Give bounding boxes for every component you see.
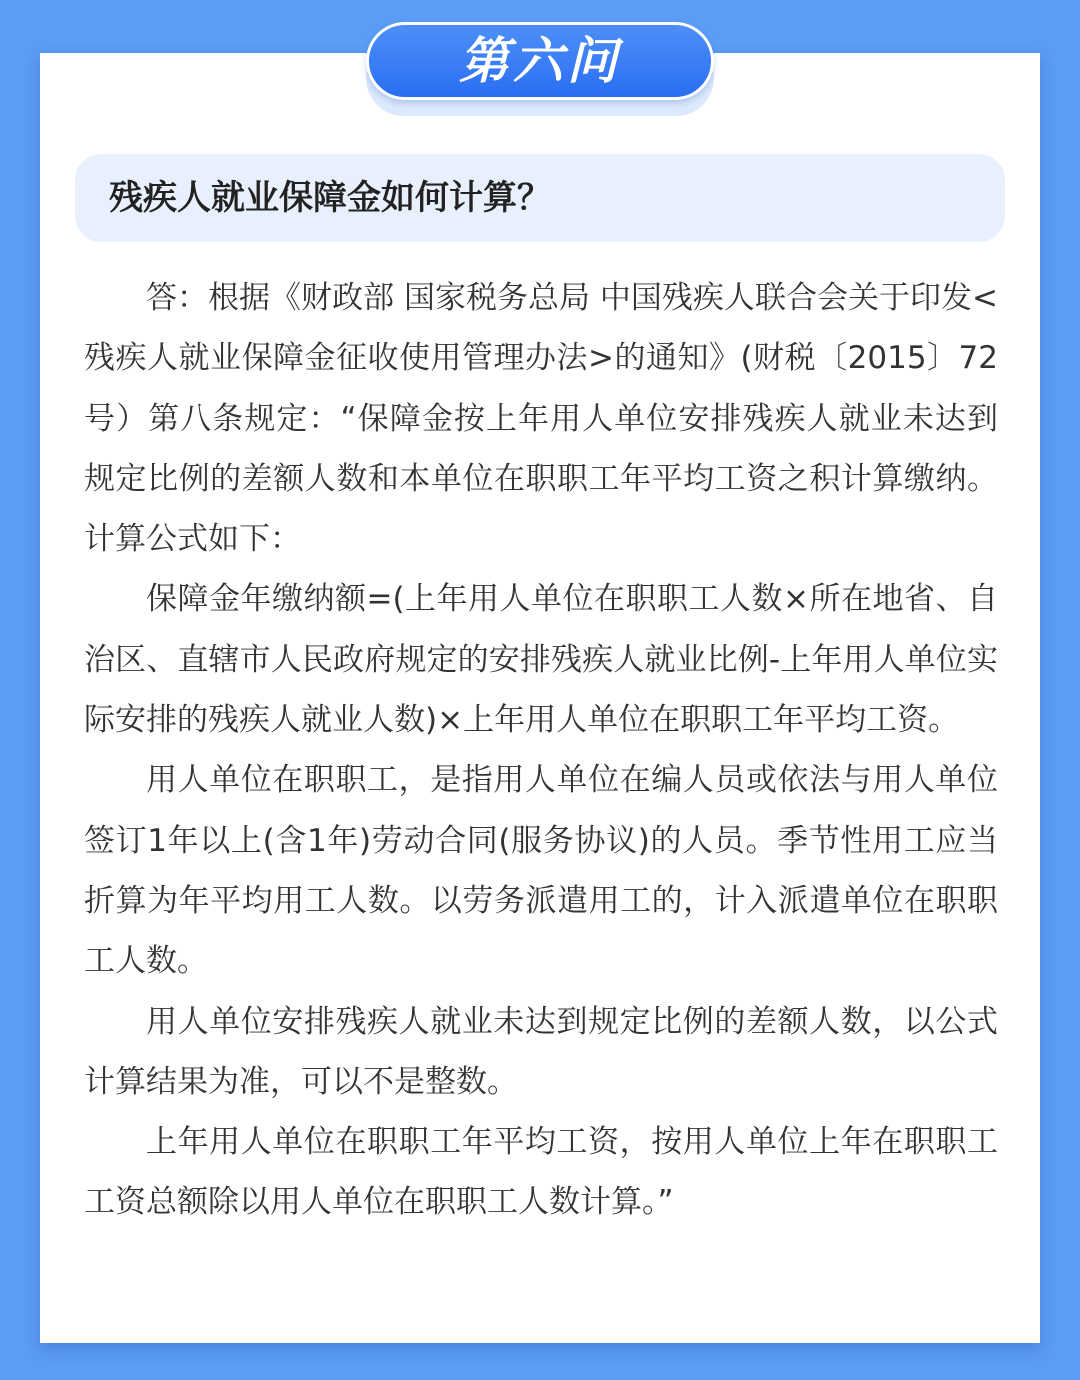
title-badge: 第六问 bbox=[366, 22, 714, 100]
answer-paragraph: 用人单位在职职工，是指用人单位在编人员或依法与用人单位签订1年以上(含1年)劳动合同(服务协议)的人员。季节性用工应当折算为年平均用工人数。以劳务派遣用工的，计入派遣单位在职职工人数。 bbox=[84, 762, 998, 980]
answer-paragraph: 用人单位安排残疾人就业未达到规定比例的差额人数，以公式计算结果为准，可以不是整数。 bbox=[84, 1003, 998, 1100]
answer-body bbox=[84, 268, 998, 1233]
answer-paragraph: 答：根据《财政部 国家税务总局 中国残疾人联合会关于印发<残疾人就业保障金征收使用管理办法>的通知》(财税〔2015〕72号）第八条规定：“保障金按上年用人单位安排残疾人就业未达到规定比例的差额人数和本单位在职职工年平均工资之积计算缴纳。计算公式如下： bbox=[84, 280, 998, 558]
question-heading: 残疾人就业保障金如何计算？ bbox=[75, 154, 1005, 242]
answer-paragraph: 上年用人单位在职职工年平均工资，按用人单位上年在职职工工资总额除以用人单位在职职工人数计算。” bbox=[84, 1124, 998, 1221]
answer-paragraph: 保障金年缴纳额=(上年用人单位在职职工人数×所在地省、自治区、直辖市人民政府规定的安排残疾人就业比例-上年用人单位实际安排的残疾人就业人数)×上年用人单位在职职工年平均工资。 bbox=[84, 581, 998, 739]
